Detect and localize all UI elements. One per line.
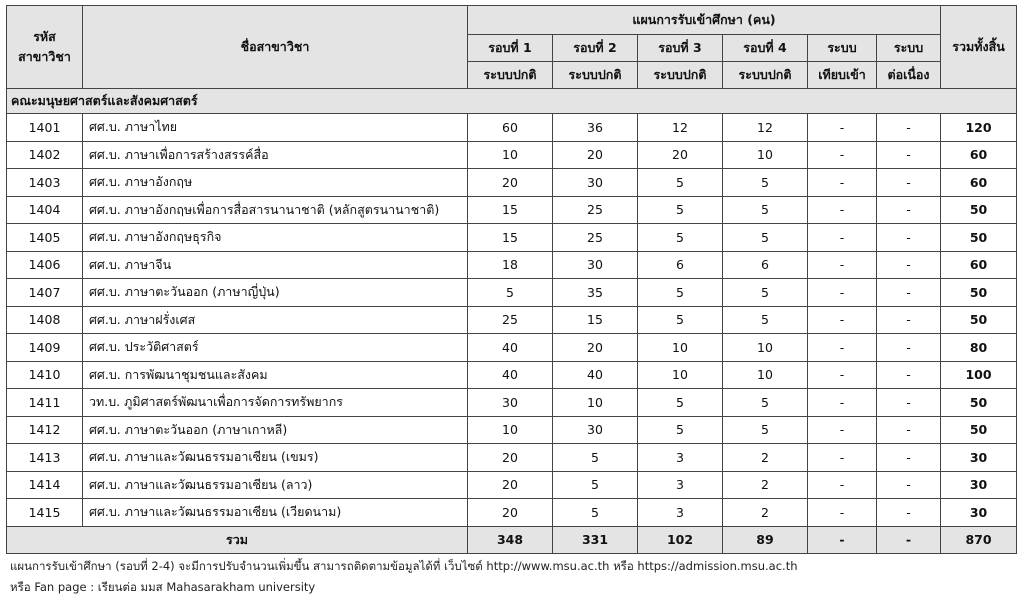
program-name: ศศ.บ. ภาษาจีน: [83, 251, 468, 279]
transfer-value: -: [808, 361, 877, 389]
round1-value: 60: [468, 114, 553, 142]
round4-value: 10: [723, 361, 808, 389]
transfer-value: -: [808, 196, 877, 224]
total-value: 30: [941, 471, 1017, 499]
continuing-system-header: ระบบ: [877, 35, 941, 62]
round3-value: 5: [638, 169, 723, 197]
transfer-value: -: [808, 471, 877, 499]
program-name: ศศ.บ. ภาษาอังกฤษเพื่อการสื่อสารนานาชาติ (หลักสูตรนานาชาติ): [83, 196, 468, 224]
program-name: ศศ.บ. ภาษาฝรั่งเศส: [83, 306, 468, 334]
transfer-value: -: [808, 251, 877, 279]
round3-value: 6: [638, 251, 723, 279]
program-name: วท.บ. ภูมิศาสตร์พัฒนาเพื่อการจัดการทรัพยากร: [83, 389, 468, 417]
continuing-value: -: [877, 196, 941, 224]
faculty-row: คณะมนุษยศาสตร์และสังคมศาสตร์: [7, 89, 1017, 114]
round2-value: 30: [553, 169, 638, 197]
transfer-value: -: [808, 279, 877, 307]
transfer-value: -: [808, 114, 877, 142]
total-value: 80: [941, 334, 1017, 362]
transfer-value: -: [808, 499, 877, 527]
admission-plan-document: [6, 5, 1016, 598]
program-code: 1402: [7, 141, 83, 169]
round4-value: 5: [723, 224, 808, 252]
continuing-value: -: [877, 334, 941, 362]
table-row: [7, 279, 1017, 307]
table-row: [7, 306, 1017, 334]
totals-transfer: -: [808, 526, 877, 553]
program-name: ศศ.บ. ภาษาไทย: [83, 114, 468, 142]
round1-value: 20: [468, 169, 553, 197]
table-row: [7, 196, 1017, 224]
round2-value: 10: [553, 389, 638, 417]
transfer-value: -: [808, 169, 877, 197]
plan-header: แผนการรับเข้าศึกษา (คน): [468, 6, 941, 35]
round2-value: 20: [553, 334, 638, 362]
table-row: [7, 471, 1017, 499]
program-name: ศศ.บ. ประวัติศาสตร์: [83, 334, 468, 362]
total-value: 120: [941, 114, 1017, 142]
program-name: ศศ.บ. ภาษาและวัฒนธรรมอาเซียน (เขมร): [83, 444, 468, 472]
totals-continuing: -: [877, 526, 941, 553]
round4-value: 6: [723, 251, 808, 279]
table-row: [7, 141, 1017, 169]
round1-value: 15: [468, 196, 553, 224]
round4-value: 12: [723, 114, 808, 142]
program-code: 1413: [7, 444, 83, 472]
program-code: 1401: [7, 114, 83, 142]
round3-value: 5: [638, 306, 723, 334]
continuing-value: -: [877, 416, 941, 444]
continuing-header: ต่อเนื่อง: [877, 62, 941, 89]
round1-value: 30: [468, 389, 553, 417]
totals-grand: 870: [941, 526, 1017, 553]
round1-value: 40: [468, 334, 553, 362]
program-name: ศศ.บ. ภาษาเพื่อการสร้างสรรค์สื่อ: [83, 141, 468, 169]
transfer-value: -: [808, 416, 877, 444]
round2-normal-header: ระบบปกติ: [553, 62, 638, 89]
continuing-value: -: [877, 169, 941, 197]
totals-round2: 331: [553, 526, 638, 553]
total-value: 50: [941, 389, 1017, 417]
program-code: 1411: [7, 389, 83, 417]
round2-value: 5: [553, 444, 638, 472]
round4-value: 2: [723, 471, 808, 499]
round4-value: 2: [723, 499, 808, 527]
program-code: 1406: [7, 251, 83, 279]
total-value: 30: [941, 499, 1017, 527]
footnote-line-1: แผนการรับเข้าศึกษา (รอบที่ 2-4) จะมีการปรับจำนวนเพิ่มขึ้น สามารถติดตามข้อมูลได้ที่ เว็บไซต์ http://www.msu.ac.th หรือ https://admission.msu.ac.th: [10, 558, 798, 573]
table-row: [7, 389, 1017, 417]
round1-value: 40: [468, 361, 553, 389]
round3-value: 5: [638, 196, 723, 224]
program-name: ศศ.บ. ภาษาตะวันออก (ภาษาเกาหลี): [83, 416, 468, 444]
round4-value: 5: [723, 389, 808, 417]
total-value: 50: [941, 279, 1017, 307]
table-row: [7, 334, 1017, 362]
round2-value: 35: [553, 279, 638, 307]
continuing-value: -: [877, 141, 941, 169]
round1-normal-header: ระบบปกติ: [468, 62, 553, 89]
round3-normal-header: ระบบปกติ: [638, 62, 723, 89]
transfer-value: -: [808, 389, 877, 417]
table-row: [7, 114, 1017, 142]
round4-value: 10: [723, 334, 808, 362]
program-name: ศศ.บ. ภาษาอังกฤษ: [83, 169, 468, 197]
round3-value: 5: [638, 389, 723, 417]
name-header: ชื่อสาขาวิชา: [83, 6, 468, 89]
continuing-value: -: [877, 389, 941, 417]
continuing-value: -: [877, 499, 941, 527]
round3-value: 10: [638, 334, 723, 362]
program-name: ศศ.บ. การพัฒนาชุมชนและสังคม: [83, 361, 468, 389]
round2-value: 25: [553, 196, 638, 224]
round4-normal-header: ระบบปกติ: [723, 62, 808, 89]
continuing-value: -: [877, 306, 941, 334]
transfer-value: -: [808, 141, 877, 169]
program-code: 1407: [7, 279, 83, 307]
admission-plan-table: [6, 5, 1017, 554]
round1-value: 10: [468, 141, 553, 169]
round3-header: รอบที่ 3: [638, 35, 723, 62]
program-name: ศศ.บ. ภาษาและวัฒนธรรมอาเซียน (ลาว): [83, 471, 468, 499]
round4-value: 2: [723, 444, 808, 472]
program-code: 1403: [7, 169, 83, 197]
transfer-value: -: [808, 224, 877, 252]
program-name: ศศ.บ. ภาษาและวัฒนธรรมอาเซียน (เวียดนาม): [83, 499, 468, 527]
transfer-value: -: [808, 334, 877, 362]
round2-value: 5: [553, 499, 638, 527]
total-value: 50: [941, 196, 1017, 224]
round1-value: 5: [468, 279, 553, 307]
program-rows: [7, 114, 1017, 527]
round3-value: 5: [638, 279, 723, 307]
program-name: ศศ.บ. ภาษาตะวันออก (ภาษาญี่ปุ่น): [83, 279, 468, 307]
transfer-system-header: ระบบ: [808, 35, 877, 62]
continuing-value: -: [877, 444, 941, 472]
table-row: [7, 444, 1017, 472]
totals-round4: 89: [723, 526, 808, 553]
round4-header: รอบที่ 4: [723, 35, 808, 62]
table-header: [7, 6, 1017, 89]
total-value: 60: [941, 251, 1017, 279]
round2-value: 36: [553, 114, 638, 142]
program-code: 1415: [7, 499, 83, 527]
total-value: 60: [941, 141, 1017, 169]
transfer-header: เทียบเข้า: [808, 62, 877, 89]
program-name: ศศ.บ. ภาษาอังกฤษธุรกิจ: [83, 224, 468, 252]
round1-value: 20: [468, 471, 553, 499]
total-value: 100: [941, 361, 1017, 389]
round2-value: 20: [553, 141, 638, 169]
totals-round1: 348: [468, 526, 553, 553]
round2-header: รอบที่ 2: [553, 35, 638, 62]
round3-value: 12: [638, 114, 723, 142]
totals-label: รวม: [7, 526, 468, 553]
program-code: 1410: [7, 361, 83, 389]
round2-value: 30: [553, 251, 638, 279]
round4-value: 10: [723, 141, 808, 169]
program-code: 1414: [7, 471, 83, 499]
total-value: 50: [941, 416, 1017, 444]
round2-value: 5: [553, 471, 638, 499]
continuing-value: -: [877, 361, 941, 389]
round1-value: 18: [468, 251, 553, 279]
totals-row: [7, 526, 1017, 553]
total-value: 50: [941, 224, 1017, 252]
continuing-value: -: [877, 224, 941, 252]
continuing-value: -: [877, 251, 941, 279]
round2-value: 15: [553, 306, 638, 334]
footnote-line-2: หรือ Fan page : เรียนต่อ มมส Mahasarakham university: [10, 579, 316, 594]
round2-value: 25: [553, 224, 638, 252]
transfer-value: -: [808, 306, 877, 334]
round2-value: 30: [553, 416, 638, 444]
round3-value: 5: [638, 416, 723, 444]
round1-value: 15: [468, 224, 553, 252]
round4-value: 5: [723, 416, 808, 444]
round3-value: 5: [638, 224, 723, 252]
program-code: 1408: [7, 306, 83, 334]
round1-header: รอบที่ 1: [468, 35, 553, 62]
table-row: [7, 169, 1017, 197]
round3-value: 3: [638, 499, 723, 527]
round3-value: 20: [638, 141, 723, 169]
round4-value: 5: [723, 279, 808, 307]
round3-value: 10: [638, 361, 723, 389]
round3-value: 3: [638, 471, 723, 499]
round1-value: 20: [468, 499, 553, 527]
footnote: [6, 554, 1016, 598]
round1-value: 20: [468, 444, 553, 472]
total-value: 50: [941, 306, 1017, 334]
total-header: รวมทั้งสิ้น: [941, 6, 1017, 89]
table-row: [7, 499, 1017, 527]
transfer-value: -: [808, 444, 877, 472]
round2-value: 40: [553, 361, 638, 389]
continuing-value: -: [877, 279, 941, 307]
table-row: [7, 251, 1017, 279]
program-code: 1405: [7, 224, 83, 252]
round4-value: 5: [723, 169, 808, 197]
program-code: 1409: [7, 334, 83, 362]
round4-value: 5: [723, 196, 808, 224]
table-row: [7, 224, 1017, 252]
continuing-value: -: [877, 471, 941, 499]
code-header: รหัส สาขาวิชา: [7, 6, 83, 89]
total-value: 60: [941, 169, 1017, 197]
round1-value: 25: [468, 306, 553, 334]
continuing-value: -: [877, 114, 941, 142]
totals-round3: 102: [638, 526, 723, 553]
round3-value: 3: [638, 444, 723, 472]
program-code: 1404: [7, 196, 83, 224]
table-row: [7, 361, 1017, 389]
program-code: 1412: [7, 416, 83, 444]
table-row: [7, 416, 1017, 444]
round1-value: 10: [468, 416, 553, 444]
round4-value: 5: [723, 306, 808, 334]
total-value: 30: [941, 444, 1017, 472]
